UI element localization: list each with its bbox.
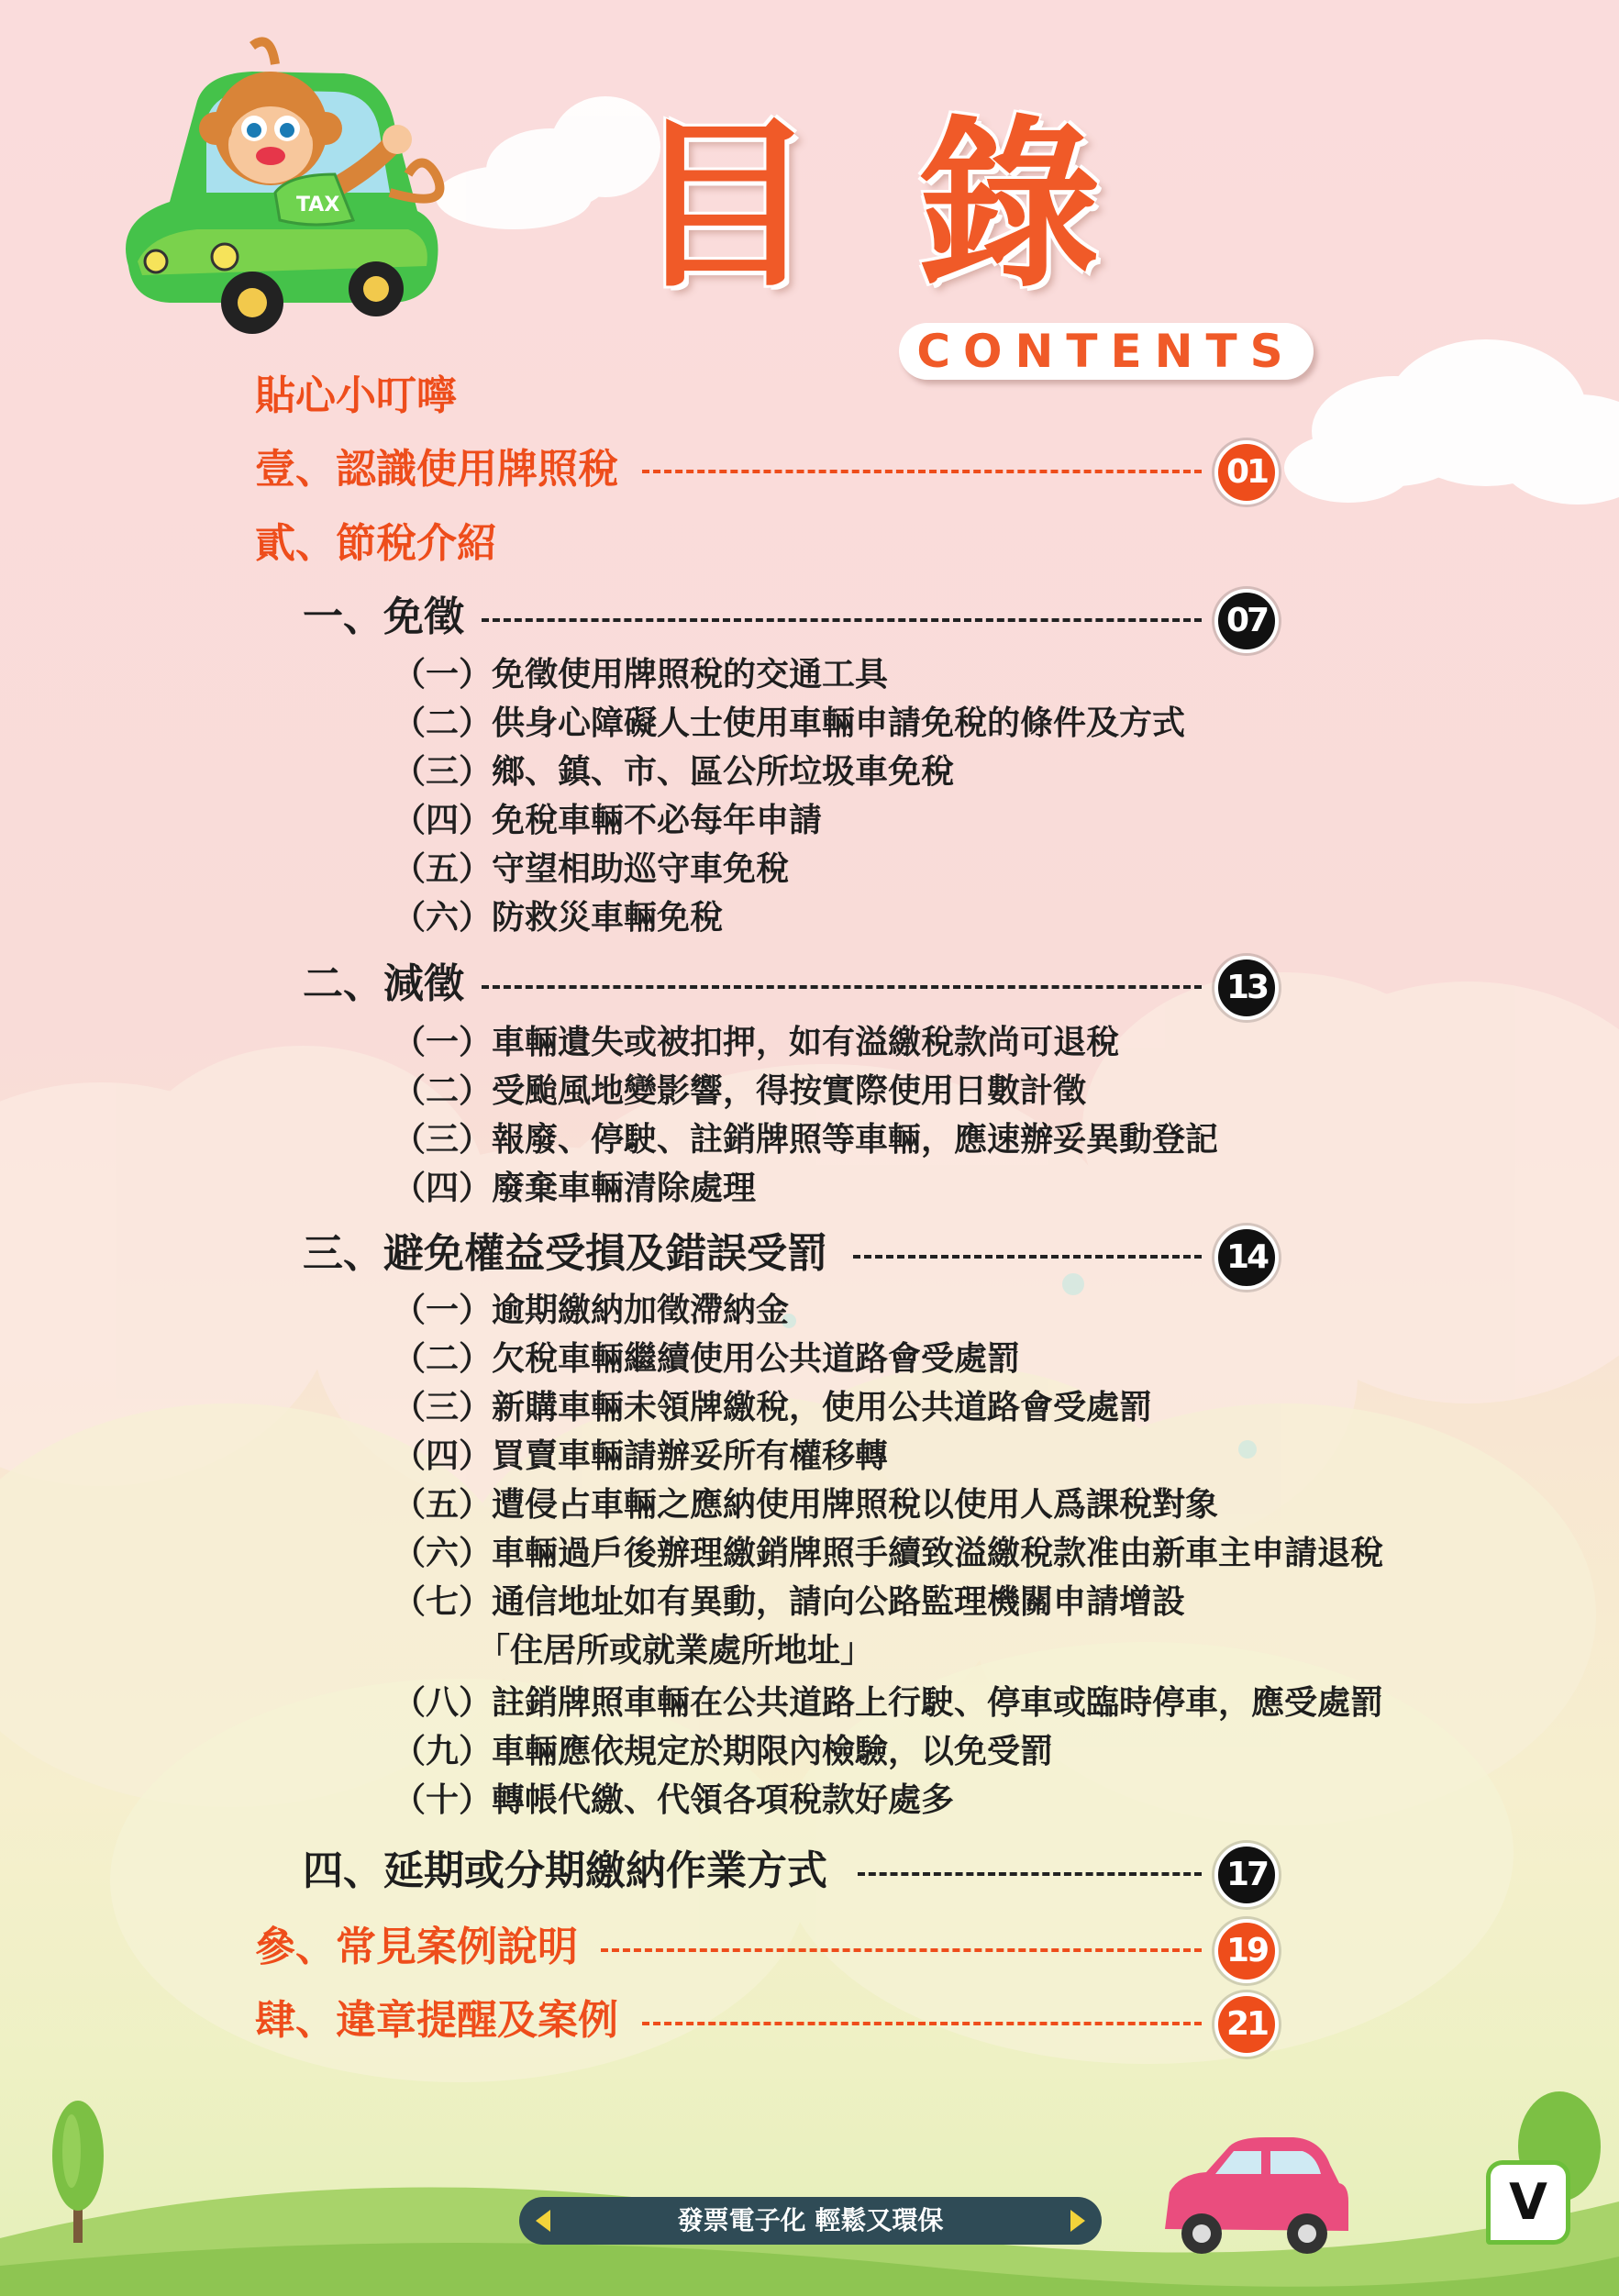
toc-subsection-4-label: 四、延期或分期繳納作業方式 (303, 1847, 827, 1894)
dotted-leader (601, 1948, 1202, 1952)
toc-item[interactable]: （六）防救災車輛免稅 (393, 899, 724, 937)
toc-section-2-label: 貳、節稅介紹 (255, 520, 497, 567)
toc-item[interactable]: （八）註銷牌照車輛在公共道路上行駛、停車或臨時停車，應受處罰 (393, 1684, 1384, 1722)
toc-item[interactable]: （五）守望相助巡守車免稅 (393, 850, 790, 888)
triangle-right-icon (1070, 2210, 1085, 2232)
toc-section-4-label: 肆、違章提醒及案例 (255, 1997, 618, 2044)
dotted-leader (642, 470, 1202, 473)
toc-item[interactable]: （二）供身心障礙人士使用車輛申請免稅的條件及方式 (393, 704, 1186, 742)
toc-section-1[interactable] (255, 442, 618, 497)
toc-subsection-1-label: 一、免徵 (303, 593, 464, 640)
monkey-taxi-mascot (115, 37, 463, 349)
toc-subsection-4[interactable] (303, 1844, 827, 1899)
toc-subsection-1[interactable] (303, 590, 464, 645)
triangle-left-icon (536, 2210, 550, 2232)
toc-subsection-3-label: 三、避免權益受損及錯誤受罰 (303, 1230, 827, 1277)
footer-slogan: 發票電子化 輕鬆又環保 (677, 2205, 944, 2235)
dotted-leader (482, 985, 1202, 989)
toc-item[interactable]: （六）車輛過戶後辦理繳銷牌照手續致溢繳稅款准由新車主申請退稅 (393, 1535, 1384, 1572)
page-title: 目錄 (633, 99, 1203, 313)
toc-subsection-2[interactable] (303, 957, 464, 1012)
toc-item[interactable]: （二）欠稅車輛繼續使用公共道路會受處罰 (393, 1340, 1021, 1378)
toc-item[interactable]: （九）車輛應依規定於期限內檢驗，以免受罰 (393, 1733, 1054, 1770)
toc-item[interactable]: （三）報廢、停駛、註銷牌照等車輛，應速辦妥異動登記 (393, 1121, 1219, 1159)
dotted-leader (858, 1872, 1202, 1876)
toc-intro[interactable] (255, 369, 457, 424)
page-badge-subsection-2: 13 (1214, 956, 1279, 1020)
page-badge-section-3: 19 (1214, 1919, 1279, 1983)
toc-item[interactable]: （四）買賣車輛請辦妥所有權移轉 (393, 1437, 889, 1475)
page-badge-section-1: 01 (1214, 440, 1279, 505)
contents-subtitle: CONTENTS (899, 323, 1314, 380)
dotted-leader (642, 2022, 1202, 2025)
toc-subsection-2-label: 二、減徵 (303, 960, 464, 1007)
toc-item[interactable]: （一）免徵使用牌照稅的交通工具 (393, 656, 889, 693)
toc-item[interactable]: （二）受颱風地變影響，得按實際使用日數計徵 (393, 1072, 1087, 1110)
tax-sign-label: TAX (296, 194, 340, 216)
toc-item[interactable]: （十）轉帳代繳、代領各項稅款好處多 (393, 1781, 955, 1819)
toc-section-3[interactable] (255, 1920, 578, 1975)
dotted-leader (853, 1255, 1202, 1259)
toc-item-continuation: 「住居所或就業處所地址」 (477, 1632, 874, 1669)
toc-subsection-3[interactable] (303, 1226, 827, 1281)
toc-item[interactable]: （七）通信地址如有異動，請向公路監理機關申請增設 (393, 1583, 1186, 1621)
dotted-leader (482, 618, 1202, 622)
page-badge-section-4: 21 (1214, 1992, 1279, 2057)
page-badge-subsection-4: 17 (1214, 1843, 1279, 1907)
page-badge-subsection-3: 14 (1214, 1226, 1279, 1290)
toc-intro-label: 貼心小叮嚀 (255, 372, 457, 419)
toc-item[interactable]: （五）遭侵占車輛之應納使用牌照稅以使用人爲課稅對象 (393, 1486, 1219, 1524)
toc-section-2[interactable] (255, 516, 497, 571)
toc-item[interactable]: （三）新購車輛未領牌繳稅，使用公共道路會受處罰 (393, 1389, 1153, 1426)
page-badge-subsection-1: 07 (1214, 589, 1279, 653)
toc-item[interactable]: （一）車輛遺失或被扣押，如有溢繳稅款尚可退稅 (393, 1024, 1120, 1061)
toc-section-4[interactable] (255, 1993, 618, 2048)
toc-item[interactable]: （四）廢棄車輛清除處理 (393, 1170, 757, 1207)
toc-item[interactable]: （四）免稅車輛不必每年申請 (393, 802, 823, 839)
toc-section-1-label: 壹、認識使用牌照稅 (255, 446, 618, 493)
toc-item[interactable]: （三）鄉、鎮、市、區公所垃圾車免稅 (393, 753, 955, 791)
toc-item[interactable]: （一）逾期繳納加徵滯納金 (393, 1292, 790, 1329)
toc-section-3-label: 參、常見案例說明 (255, 1924, 578, 1970)
page-number: V (1486, 2160, 1570, 2245)
footer-slogan-bar (519, 2197, 1102, 2245)
pink-car-illustration (1165, 2137, 1348, 2254)
